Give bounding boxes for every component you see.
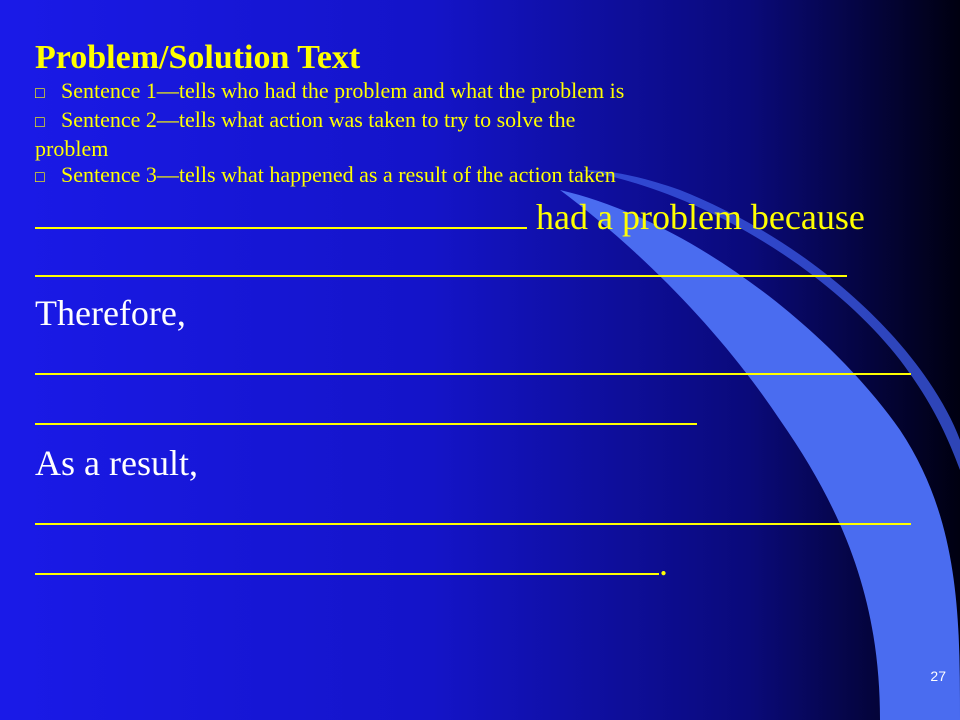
frame-therefore: Therefore, <box>35 293 186 333</box>
bullet-2-text: Sentence 2—tells what action was taken to try to solve the <box>61 107 576 132</box>
frame-line-6 <box>35 545 935 581</box>
frame-end-period: . <box>659 543 668 583</box>
blank-underline <box>35 495 911 525</box>
frame-line-4 <box>35 395 935 431</box>
slide-content <box>35 38 935 581</box>
frame-line-5 <box>35 495 935 531</box>
slide-title: Problem/Solution Text <box>35 39 361 76</box>
frame-had-a-problem-text: had a problem because <box>527 197 865 237</box>
frame-line-1 <box>35 199 935 235</box>
bullet-3 <box>35 162 935 191</box>
bullet-square-icon: □ <box>35 114 45 131</box>
frame-line-3 <box>35 345 935 381</box>
blank-underline <box>35 395 697 425</box>
bullet-square-icon: □ <box>35 169 45 186</box>
frame-as-a-result: As a result, <box>35 443 198 483</box>
bullet-2-continuation: problem <box>35 136 109 161</box>
blank-underline <box>35 199 527 229</box>
blank-underline <box>35 247 847 277</box>
slide-number: 27 <box>930 668 946 684</box>
bullet-square-icon: □ <box>35 85 45 102</box>
blank-underline <box>35 545 659 575</box>
bullet-2 <box>35 107 935 136</box>
blank-underline <box>35 345 911 375</box>
bullet-1 <box>35 78 935 107</box>
frame-line-2 <box>35 247 935 283</box>
bullet-1-text: Sentence 1—tells who had the problem and what the problem is <box>61 78 625 103</box>
bullet-3-text: Sentence 3—tells what happened as a result of the action taken <box>61 162 616 187</box>
